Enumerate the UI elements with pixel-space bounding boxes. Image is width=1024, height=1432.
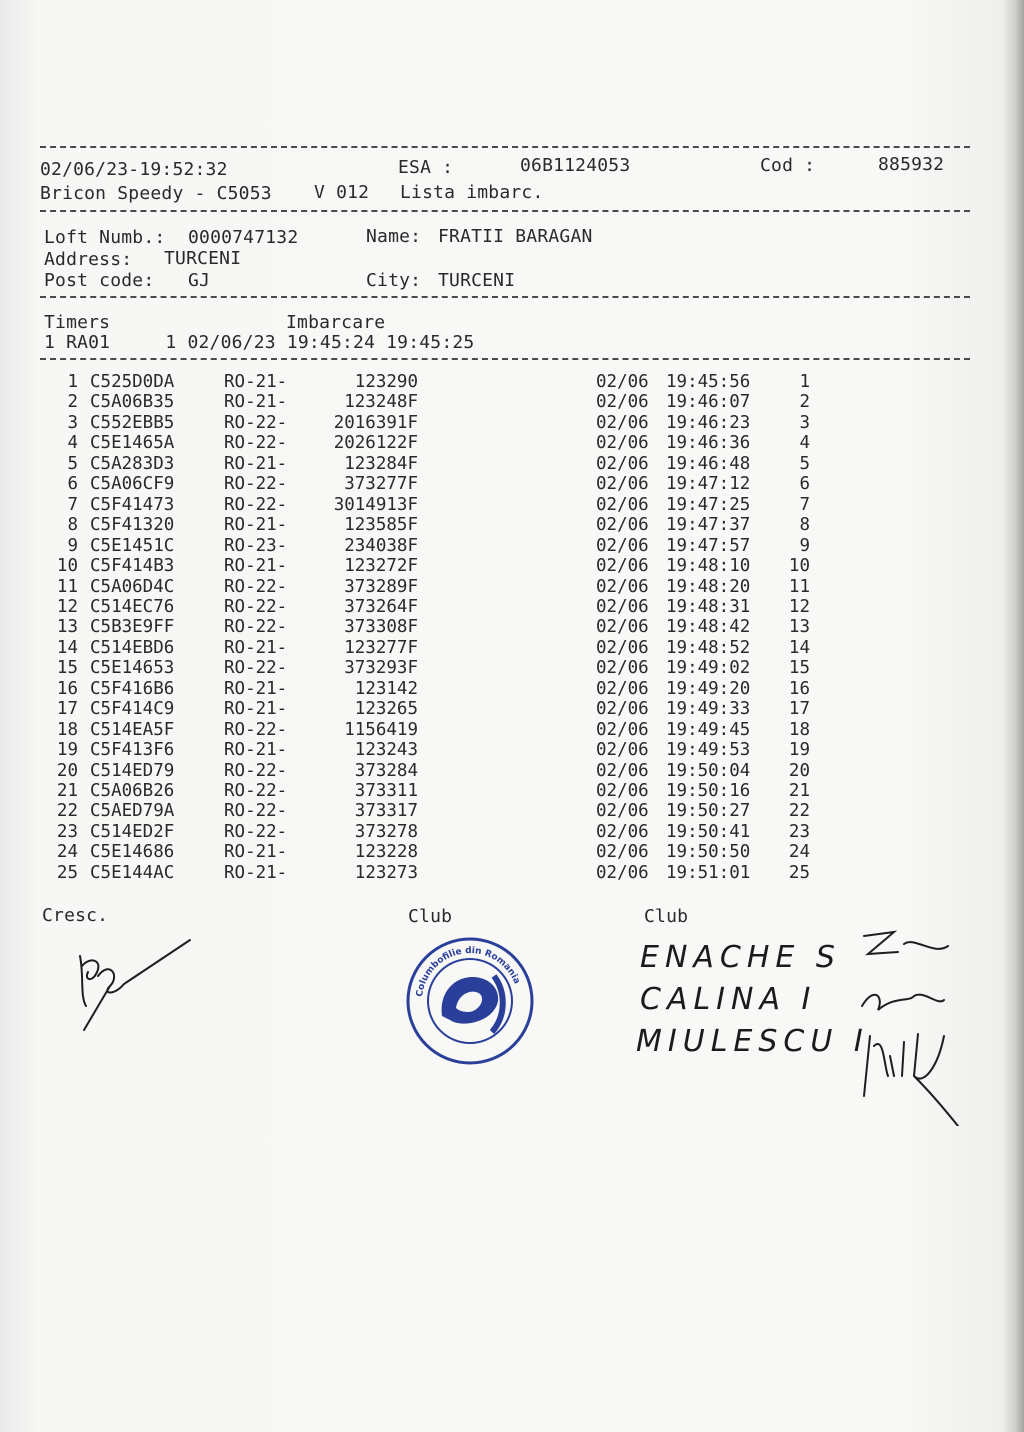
cell-date: 02/06 — [596, 678, 649, 699]
cell-ring: 3014913F — [333, 494, 418, 515]
timer-line: 1 RA01 1 02/06/23 19:45:24 19:45:25 — [44, 332, 475, 353]
cell-chip: C5E14653 — [90, 658, 175, 679]
cell-ring: 373308F — [344, 617, 418, 638]
cell-n: 5 — [67, 453, 78, 474]
cell-rank: 16 — [788, 678, 810, 699]
handwritten-name-3: MIULESCU I — [636, 1024, 869, 1059]
cell-ring: 373264F — [344, 596, 418, 617]
cell-series: RO-22- — [224, 658, 288, 679]
cell-series: RO-21- — [224, 515, 288, 536]
cell-chip: C5A06B35 — [90, 392, 175, 413]
cell-rank: 6 — [799, 474, 810, 495]
cell-series: RO-21- — [224, 372, 288, 392]
cell-series: RO-21- — [224, 392, 288, 413]
cell-time: 19:47:57 — [666, 535, 751, 556]
cell-chip: C5F416B6 — [90, 678, 175, 699]
cell-ring: 373284 — [354, 760, 418, 781]
cell-time: 19:49:45 — [666, 719, 751, 740]
cell-date: 02/06 — [596, 433, 649, 454]
cod-label: Cod : — [760, 155, 816, 176]
cell-series: RO-22- — [224, 494, 288, 515]
post-code-label: Post code: — [44, 270, 155, 291]
cell-series: RO-21- — [224, 862, 288, 883]
cell-ring: 1156419 — [344, 719, 418, 740]
cod-value: 885932 — [878, 154, 945, 175]
handwritten-name-1: ENACHE S — [640, 940, 841, 975]
cell-ring: 123142 — [354, 678, 418, 699]
breeder-signature — [70, 936, 200, 1036]
city-label: City: — [366, 270, 422, 291]
list-title: Lista imbarc. — [400, 182, 544, 203]
cell-rank: 24 — [788, 842, 810, 863]
divider — [40, 296, 970, 298]
cell-series: RO-21- — [224, 453, 288, 474]
cell-n: 24 — [56, 842, 78, 863]
cell-chip: C552EBB5 — [90, 412, 175, 433]
cell-series: RO-22- — [224, 617, 288, 638]
club-label-2: Club — [644, 906, 689, 927]
cell-ring: 123265 — [354, 699, 418, 720]
cell-series: RO-22- — [224, 596, 288, 617]
cell-date: 02/06 — [596, 535, 649, 556]
esa-label: ESA : — [398, 157, 454, 178]
cell-time: 19:47:12 — [666, 474, 751, 495]
cell-chip: C5F413F6 — [90, 740, 175, 761]
cell-n: 10 — [56, 556, 78, 577]
cell-time: 19:48:42 — [666, 617, 751, 638]
cell-ring: 373317 — [354, 801, 418, 822]
cell-rank: 5 — [799, 453, 810, 474]
cell-n: 15 — [56, 658, 78, 679]
cell-ring: 123243 — [354, 740, 418, 761]
cell-chip: C5A283D3 — [90, 453, 175, 474]
cell-n: 8 — [67, 515, 78, 536]
imbarcare-label: Imbarcare — [286, 312, 386, 333]
cell-rank: 13 — [788, 617, 810, 638]
cell-date: 02/06 — [596, 842, 649, 863]
cell-chip: C514EA5F — [90, 719, 175, 740]
cell-time: 19:51:01 — [666, 862, 751, 883]
cell-ring: 123277F — [344, 637, 418, 658]
cell-date: 02/06 — [596, 760, 649, 781]
cell-rank: 7 — [799, 494, 810, 515]
cell-time: 19:45:56 — [666, 372, 751, 392]
cell-time: 19:49:33 — [666, 699, 751, 720]
city-value: TURCENI — [438, 270, 516, 291]
cell-date: 02/06 — [596, 412, 649, 433]
cell-rank: 4 — [799, 433, 810, 454]
stamp-text: Columbofilie din Romania — [415, 945, 522, 998]
cell-n: 16 — [56, 678, 78, 699]
cell-chip: C5F41473 — [90, 494, 175, 515]
cell-chip: C514ED79 — [90, 760, 175, 781]
cell-ring: 123228 — [354, 842, 418, 863]
club-label-1: Club — [408, 906, 453, 927]
cell-date: 02/06 — [596, 556, 649, 577]
cell-series: RO-22- — [224, 821, 288, 842]
cell-series: RO-22- — [224, 760, 288, 781]
cell-date: 02/06 — [596, 617, 649, 638]
esa-value: 06B1124053 — [520, 155, 631, 176]
cell-n: 22 — [56, 801, 78, 822]
cell-n: 25 — [56, 862, 78, 883]
cell-chip: C5E14686 — [90, 842, 175, 863]
cell-series: RO-22- — [224, 412, 288, 433]
cell-rank: 20 — [788, 760, 810, 781]
address-value: TURCENI — [164, 248, 242, 269]
timers-label: Timers — [44, 312, 111, 333]
cell-n: 17 — [56, 699, 78, 720]
cell-date: 02/06 — [596, 637, 649, 658]
cell-ring: 123290 — [354, 372, 418, 392]
cell-chip: C514EC76 — [90, 596, 175, 617]
cell-chip: C5E1451C — [90, 535, 175, 556]
cell-date: 02/06 — [596, 719, 649, 740]
cell-ring: 123284F — [344, 453, 418, 474]
cell-time: 19:50:50 — [666, 842, 751, 863]
cell-date: 02/06 — [596, 494, 649, 515]
cell-rank: 18 — [788, 719, 810, 740]
cell-n: 14 — [56, 637, 78, 658]
cell-rank: 21 — [788, 781, 810, 801]
cell-date: 02/06 — [596, 781, 649, 801]
cell-ring: 373277F — [344, 474, 418, 495]
cell-ring: 373278 — [354, 821, 418, 842]
cell-series: RO-21- — [224, 740, 288, 761]
cell-time: 19:48:52 — [666, 637, 751, 658]
cell-series: RO-22- — [224, 801, 288, 822]
cell-chip: C5E144AC — [90, 862, 175, 883]
cell-series: RO-21- — [224, 699, 288, 720]
cell-rank: 14 — [788, 637, 810, 658]
cell-n: 7 — [67, 494, 78, 515]
cell-rank: 8 — [799, 515, 810, 536]
post-code-value: GJ — [188, 270, 211, 291]
cell-rank: 23 — [788, 821, 810, 842]
handwritten-name-2: CALINA I — [640, 982, 817, 1017]
cell-n: 19 — [56, 740, 78, 761]
cell-ring: 2026122F — [333, 433, 418, 454]
cell-series: RO-21- — [224, 842, 288, 863]
cell-date: 02/06 — [596, 474, 649, 495]
cell-rank: 22 — [788, 801, 810, 822]
cell-series: RO-22- — [224, 781, 288, 801]
cresc-label: Cresc. — [42, 905, 109, 926]
cell-time: 19:48:20 — [666, 576, 751, 597]
cell-time: 19:50:04 — [666, 760, 751, 781]
print-datetime: 02/06/23-19:52:32 — [40, 159, 228, 180]
cell-series: RO-21- — [224, 637, 288, 658]
cell-n: 3 — [67, 412, 78, 433]
cell-series: RO-23- — [224, 535, 288, 556]
cell-date: 02/06 — [596, 515, 649, 536]
cell-time: 19:49:20 — [666, 678, 751, 699]
cell-chip: C5AED79A — [90, 801, 175, 822]
cell-chip: C5F41320 — [90, 515, 175, 536]
cell-series: RO-22- — [224, 719, 288, 740]
cell-date: 02/06 — [596, 392, 649, 413]
cell-rank: 9 — [799, 535, 810, 556]
cell-chip: C514ED2F — [90, 821, 175, 842]
name-value: FRATII BARAGAN — [438, 226, 593, 247]
cell-chip: C5F414B3 — [90, 556, 175, 577]
cell-date: 02/06 — [596, 453, 649, 474]
cell-series: RO-21- — [224, 678, 288, 699]
cell-series: RO-22- — [224, 576, 288, 597]
loft-number: 0000747132 — [188, 227, 299, 248]
cell-rank: 3 — [799, 412, 810, 433]
address-label: Address: — [44, 249, 133, 270]
cell-n: 12 — [56, 596, 78, 617]
cell-date: 02/06 — [596, 801, 649, 822]
system-version: V 012 — [314, 182, 370, 203]
cell-time: 19:50:41 — [666, 821, 751, 842]
cell-n: 4 — [67, 433, 78, 454]
divider — [40, 358, 970, 360]
cell-rank: 25 — [788, 862, 810, 883]
cell-time: 19:46:48 — [666, 453, 751, 474]
cell-date: 02/06 — [596, 372, 649, 392]
cell-time: 19:46:36 — [666, 433, 751, 454]
cell-ring: 123272F — [344, 556, 418, 577]
cell-chip: C5F414C9 — [90, 699, 175, 720]
cell-ring: 234038F — [344, 535, 418, 556]
cell-n: 21 — [56, 781, 78, 801]
cell-date: 02/06 — [596, 821, 649, 842]
cell-rank: 15 — [788, 658, 810, 679]
cell-ring: 373311 — [354, 781, 418, 801]
divider — [40, 210, 970, 212]
cell-time: 19:49:53 — [666, 740, 751, 761]
cell-time: 19:50:27 — [666, 801, 751, 822]
cell-n: 20 — [56, 760, 78, 781]
cell-date: 02/06 — [596, 576, 649, 597]
cell-n: 11 — [56, 576, 78, 597]
cell-rank: 2 — [799, 392, 810, 413]
cell-rank: 10 — [788, 556, 810, 577]
cell-time: 19:49:02 — [666, 658, 751, 679]
cell-chip: C5B3E9FF — [90, 617, 175, 638]
cell-chip: C525D0DA — [90, 372, 175, 392]
loft-label: Loft Numb.: — [44, 227, 166, 248]
cell-ring: 123585F — [344, 515, 418, 536]
club-stamp — [402, 936, 538, 1066]
cell-time: 19:48:31 — [666, 596, 751, 617]
system-name: Bricon Speedy - C5053 — [40, 183, 272, 204]
cell-date: 02/06 — [596, 699, 649, 720]
cell-ring: 373289F — [344, 576, 418, 597]
cell-n: 1 — [67, 372, 78, 392]
cell-series: RO-22- — [224, 474, 288, 495]
cell-date: 02/06 — [596, 658, 649, 679]
cell-time: 19:46:23 — [666, 412, 751, 433]
cell-ring: 373293F — [344, 658, 418, 679]
cell-ring: 2016391F — [333, 412, 418, 433]
cell-ring: 123248F — [344, 392, 418, 413]
cell-rank: 1 — [799, 372, 810, 392]
cell-rank: 19 — [788, 740, 810, 761]
scan-edge-shadow — [1002, 0, 1024, 1432]
club-signatures — [854, 926, 964, 1126]
cell-time: 19:46:07 — [666, 392, 751, 413]
cell-time: 19:47:25 — [666, 494, 751, 515]
cell-date: 02/06 — [596, 862, 649, 883]
cell-chip: C5E1465A — [90, 433, 175, 454]
cell-series: RO-22- — [224, 433, 288, 454]
cell-rank: 12 — [788, 596, 810, 617]
cell-ring: 123273 — [354, 862, 418, 883]
cell-chip: C5A06B26 — [90, 781, 175, 801]
cell-date: 02/06 — [596, 596, 649, 617]
cell-rank: 17 — [788, 699, 810, 720]
cell-n: 23 — [56, 821, 78, 842]
cell-chip: C5A06D4C — [90, 576, 175, 597]
cell-chip: C5A06CF9 — [90, 474, 175, 495]
cell-n: 6 — [67, 474, 78, 495]
cell-chip: C514EBD6 — [90, 637, 175, 658]
cell-rank: 11 — [788, 576, 810, 597]
cell-n: 9 — [67, 535, 78, 556]
cell-series: RO-21- — [224, 556, 288, 577]
cell-date: 02/06 — [596, 740, 649, 761]
cell-n: 18 — [56, 719, 78, 740]
divider — [40, 146, 970, 148]
cell-time: 19:47:37 — [666, 515, 751, 536]
name-label: Name: — [366, 226, 422, 247]
cell-time: 19:50:16 — [666, 781, 751, 801]
cell-n: 13 — [56, 617, 78, 638]
cell-n: 2 — [67, 392, 78, 413]
cell-time: 19:48:10 — [666, 556, 751, 577]
